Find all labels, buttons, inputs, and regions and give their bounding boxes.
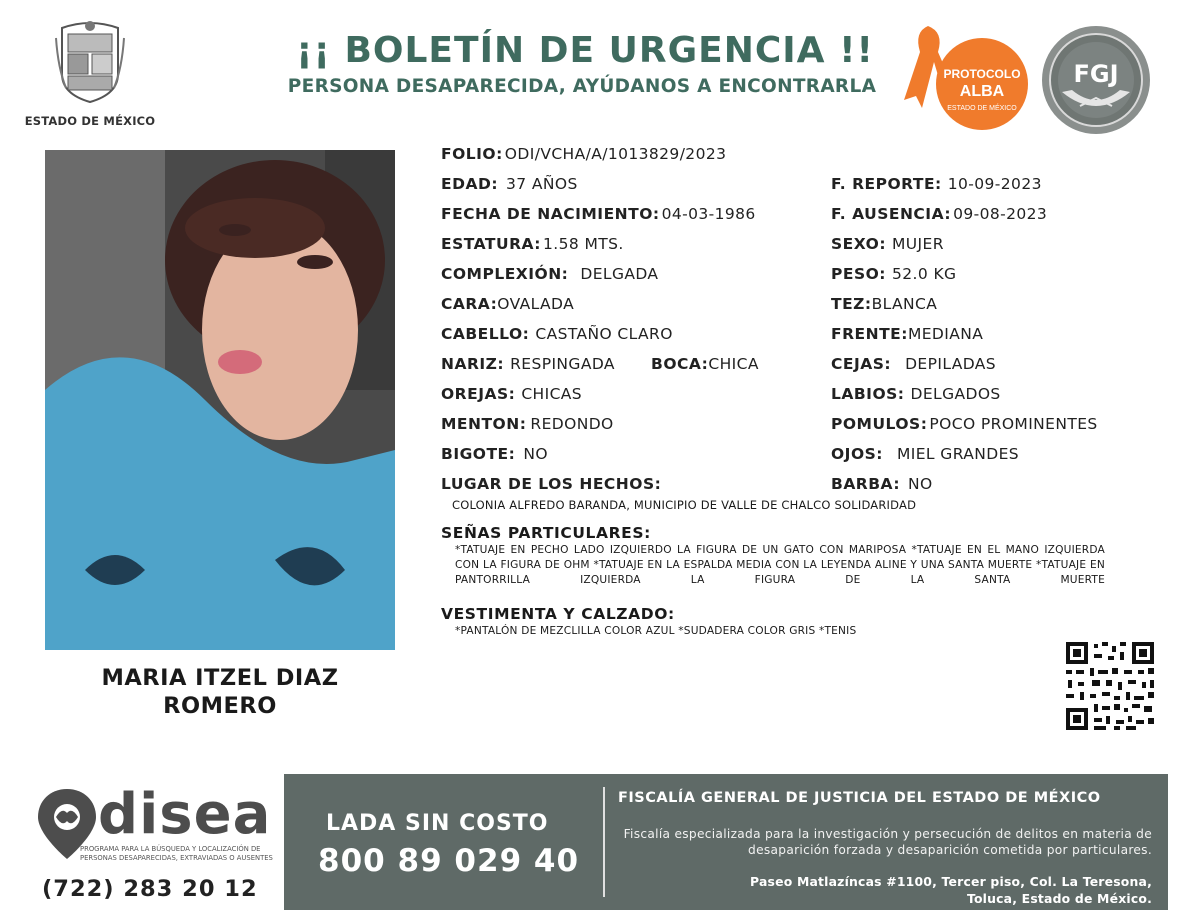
- bulletin-subtitle: PERSONA DESAPARECIDA, AYÚDANOS A ENCONTRARLA: [287, 76, 877, 97]
- alba-line2: ALBA: [959, 83, 1005, 100]
- field-value: 52.0 KG: [892, 265, 957, 283]
- field-label: FECHA DE NACIMIENTO:: [441, 205, 660, 223]
- fiscalia-title: FISCALÍA GENERAL DE JUSTICIA DEL ESTADO DE MÉXICO: [618, 790, 1101, 806]
- odisea-subtitle: PROGRAMA PARA LA BÚSQUEDA Y LOCALIZACIÓN DE PERSONAS DESAPARECIDAS, EXTRAVIADAS O AUSENTES: [80, 845, 273, 862]
- field-folio: [441, 145, 726, 163]
- field-label: F. REPORTE:: [831, 175, 942, 193]
- field-value: NO: [908, 475, 933, 493]
- fgj-label: FGJ: [1073, 60, 1119, 88]
- field-value: CHICAS: [521, 385, 583, 403]
- estado-de-mexico-logo: [24, 18, 156, 128]
- person-name-line1: MARIA ITZEL DIAZ: [101, 665, 339, 691]
- field-fecha-nacimiento: [441, 205, 756, 223]
- senas-text: *TATUAJE EN PECHO LADO IZQUIERDO LA FIGURA DE UN GATO CON MARIPOSA *TATUAJE EN EL MANO IZQUIERDA CON LA FIGURA DE OHM *TATUAJE EN LA ESPALDA MEDIA CON LA LEYENDA ALINE Y UNA SANTA MUERTE *TATUAJE EN PANTORRILLA IZQUIERDA LA FIGURA DE LA SANTA MUERTE: [455, 544, 1105, 586]
- protocolo-alba-logo: [900, 22, 1032, 132]
- fiscalia-description: Fiscalía especializada para la investigación y persecución de delitos en materia de desaparición forzada y desaparición cometida por particulares.: [623, 827, 1152, 857]
- field-value: REDONDO: [530, 415, 614, 433]
- field-label: PESO:: [831, 265, 886, 283]
- bulletin-title: ¡¡ BOLETÍN DE URGENCIA !!: [296, 30, 874, 71]
- field-value: BLANCA: [871, 295, 938, 313]
- field-orejas: [441, 385, 582, 403]
- field-bigote: [441, 445, 548, 463]
- field-labios: [831, 385, 1001, 403]
- lada-label: LADA SIN COSTO: [326, 811, 549, 836]
- field-value: DELGADOS: [910, 385, 1001, 403]
- field-fecha-ausencia: [831, 205, 1047, 223]
- field-sexo: [831, 235, 944, 253]
- state-label: ESTADO DE MÉXICO: [24, 114, 156, 128]
- field-value: MIEL GRANDES: [896, 445, 1020, 463]
- field-value: 10-09-2023: [947, 175, 1042, 193]
- field-label: CABELLO:: [441, 325, 530, 343]
- field-menton: [441, 415, 614, 433]
- odisea-phone[interactable]: (722) 283 20 12: [42, 876, 258, 902]
- field-frente: [831, 325, 983, 343]
- qr-code[interactable]: [1064, 640, 1156, 732]
- alba-line1: PROTOCOLO: [943, 67, 1021, 81]
- field-cabello: [441, 325, 673, 343]
- alba-line3: ESTADO DE MÉXICO: [947, 105, 1017, 112]
- field-complexion: [441, 265, 658, 283]
- field-label: EDAD:: [441, 175, 499, 193]
- field-label: BOCA:: [651, 355, 709, 373]
- field-label: CEJAS:: [831, 355, 892, 373]
- field-value: 1.58 MTS.: [543, 235, 624, 253]
- field-label: F. AUSENCIA:: [831, 205, 952, 223]
- lada-number[interactable]: 800 89 029 40: [318, 843, 580, 879]
- field-label: MENTON:: [441, 415, 527, 433]
- field-tez: [831, 295, 937, 313]
- field-estatura: [441, 235, 624, 253]
- field-lugar-hechos: [441, 475, 661, 493]
- field-value: 37 AÑOS: [506, 175, 578, 193]
- field-label: ESTATURA:: [441, 235, 541, 253]
- field-value: OVALADA: [497, 295, 575, 313]
- field-value: CHICA: [708, 355, 759, 373]
- field-value: RESPINGADA: [510, 355, 615, 373]
- field-value: ODI/VCHA/A/1013829/2023: [504, 145, 727, 163]
- field-boca: [651, 355, 759, 373]
- senas-heading: SEÑAS PARTICULARES:: [441, 524, 651, 542]
- field-label: NARIZ:: [441, 355, 505, 373]
- footer-divider: [603, 787, 605, 897]
- field-label: BIGOTE:: [441, 445, 516, 463]
- coat-of-arms-icon: [54, 18, 126, 104]
- field-label: FRENTE:: [831, 325, 908, 343]
- field-pomulos: [831, 415, 1098, 433]
- field-fecha-reporte: [831, 175, 1042, 193]
- person-name-line2: ROMERO: [163, 693, 277, 719]
- field-ojos: [831, 445, 1019, 463]
- field-label: CARA:: [441, 295, 498, 313]
- field-label: BARBA:: [831, 475, 901, 493]
- field-label: OREJAS:: [441, 385, 516, 403]
- fgj-seal-logo: [1040, 24, 1152, 136]
- field-edad: [441, 175, 578, 193]
- field-label: LUGAR DE LOS HECHOS:: [441, 475, 662, 493]
- odisea-logo: [36, 782, 276, 875]
- field-value: NO: [523, 445, 548, 463]
- field-value: 04-03-1986: [661, 205, 756, 223]
- address-line1: Paseo Matlazíncas #1100, Tercer piso, Col. La Teresona,: [750, 874, 1152, 889]
- field-value: DEPILADAS: [905, 355, 997, 373]
- field-value: 09-08-2023: [953, 205, 1048, 223]
- field-cejas: [831, 355, 996, 373]
- field-value: DELGADA: [580, 265, 659, 283]
- field-value: MEDIANA: [907, 325, 984, 343]
- field-value: CASTAÑO CLARO: [535, 325, 673, 343]
- field-peso: [831, 265, 956, 283]
- field-label: FOLIO:: [441, 145, 503, 163]
- field-nariz: [441, 355, 615, 373]
- field-label: COMPLEXIÓN:: [441, 265, 569, 283]
- address-line2: Toluca, Estado de México.: [966, 891, 1152, 906]
- field-label: OJOS:: [831, 445, 883, 463]
- field-cara: [441, 295, 574, 313]
- field-barba: [831, 475, 933, 493]
- field-value: POCO PROMINENTES: [929, 415, 1098, 433]
- field-label: SEXO:: [831, 235, 887, 253]
- vestimenta-heading: VESTIMENTA Y CALZADO:: [441, 605, 675, 623]
- field-label: POMULOS:: [831, 415, 928, 433]
- field-label: TEZ:: [831, 295, 872, 313]
- field-value: MUJER: [892, 235, 944, 253]
- field-label: LABIOS:: [831, 385, 905, 403]
- fiscalia-address: [620, 873, 1152, 907]
- person-photo: [45, 150, 395, 650]
- person-name: [45, 664, 395, 720]
- vestimenta-text: *PANTALÓN DE MEZCLILLA COLOR AZUL *SUDADERA COLOR GRIS *TENIS: [455, 625, 857, 637]
- odisea-wordmark: disea: [98, 782, 272, 847]
- lugar-hechos-value: COLONIA ALFREDO BARANDA, MUNICIPIO DE VALLE DE CHALCO SOLIDARIDAD: [452, 498, 917, 512]
